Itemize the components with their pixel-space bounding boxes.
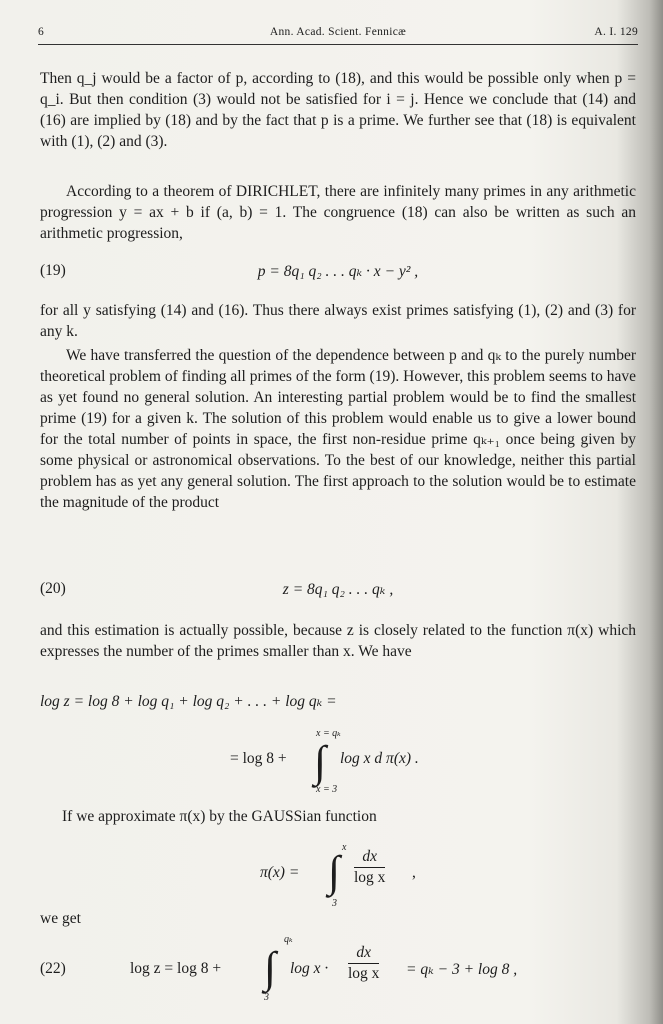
we-get	[40, 910, 81, 928]
paragraph-2-text: According to a theorem of DIRICHLET, there are infinitely many primes in any arithmetic progression y = ax + b if (a, b) = 1. The congruence (18) can also be written as such an arithmetic progression,	[40, 183, 636, 242]
upper-limit: x = qₖ	[316, 728, 341, 739]
integral-sign: ∫	[314, 737, 327, 786]
numerator: dx	[348, 944, 379, 964]
paragraph-3-text: for all y satisfying (14) and (16). Thus there always exist primes satisfying (1), (2) and (3) for any k.	[40, 302, 636, 340]
denominator: log x	[348, 965, 380, 982]
gauss-sentence	[62, 808, 377, 826]
lower-limit: 3	[332, 898, 337, 909]
upper-limit: x	[342, 842, 347, 853]
fraction	[348, 944, 379, 983]
equation-22	[40, 930, 636, 1010]
paragraph-5-text: and this estimation is actually possible, because z is closely related to the function π(x) which expresses the number of the primes smaller than x. We have	[40, 622, 636, 660]
integrand: log x ·	[290, 960, 329, 977]
equation-rhs: = qₖ − 3 + log 8 ,	[406, 961, 518, 978]
equation-21	[40, 692, 636, 716]
equation-lhs: log z = log 8 +	[130, 960, 222, 977]
page-number: 6	[38, 26, 45, 38]
gauss-sentence-text: If we approximate π(x) by the GAUSSian function	[62, 808, 377, 825]
volume-number: A. I. 129	[594, 26, 638, 38]
equation-20	[40, 580, 636, 604]
paragraph-5	[40, 620, 636, 662]
pi-formula	[260, 842, 460, 912]
equation-21-line-2	[230, 728, 590, 794]
we-get-text: we get	[40, 910, 81, 927]
integral-sign: ∫	[264, 943, 277, 992]
integral-sign: ∫	[328, 847, 341, 896]
equation-line-1: log z = log 8 + log q₁ + log q₂ + . . . + log qₖ =	[40, 693, 337, 710]
trailing-comma: ,	[412, 864, 416, 881]
integrand: log x d π(x) .	[340, 750, 419, 767]
lower-limit: x = 3	[316, 784, 338, 795]
equation-prefix: = log 8 +	[230, 750, 287, 767]
equation-body: z = 8q₁ q₂ . . . qₖ ,	[282, 581, 394, 598]
paragraph-3	[40, 300, 636, 342]
paragraph-2	[40, 181, 636, 244]
denominator: log x	[354, 869, 386, 886]
equation-number: (22)	[40, 960, 66, 977]
equation-body: p = 8q₁ q₂ . . . qₖ · x − y² ,	[257, 263, 419, 280]
lower-limit: 3	[264, 992, 269, 1003]
pi-lhs: π(x) =	[260, 864, 300, 881]
paragraph-1-text: Then q_j would be a factor of p, according to (18), and this would be possible only when p = q_i. But then condition (3) would not be satisfied for i = j. Hence we conclude that (14) and (16) are implied by (18) and by the fact that p is a prime. We further see that (18) is equivalent with (1), (2) and (3).	[40, 70, 636, 150]
journal-title: Ann. Acad. Scient. Fennicæ	[269, 26, 407, 38]
upper-limit: qₖ	[284, 934, 293, 945]
paragraph-4-text: We have transferred the question of the dependence between p and qₖ to the purely number theoretical problem of finding all primes of the form (19). However, this problem seems to have as yet found no general solution. An interesting partial problem would be to find the smallest prime (19) for a given k. The solution of this problem would enable us to give a lower bound for the total number of points in space, the first non-residue prime qₖ₊₁ once being given by some physical or astronomical observations. To the best of our knowledge, neither this partial problem has as yet any general solution. The first approach to the solution would be to estimate the magnitude of the product	[40, 347, 636, 511]
equation-19	[40, 262, 636, 286]
paragraph-1	[40, 68, 636, 152]
paragraph-4	[40, 345, 636, 513]
fraction	[354, 848, 385, 887]
running-head	[38, 26, 638, 45]
numerator: dx	[354, 848, 385, 868]
equation-number: (20)	[40, 580, 66, 597]
equation-number: (19)	[40, 262, 66, 279]
